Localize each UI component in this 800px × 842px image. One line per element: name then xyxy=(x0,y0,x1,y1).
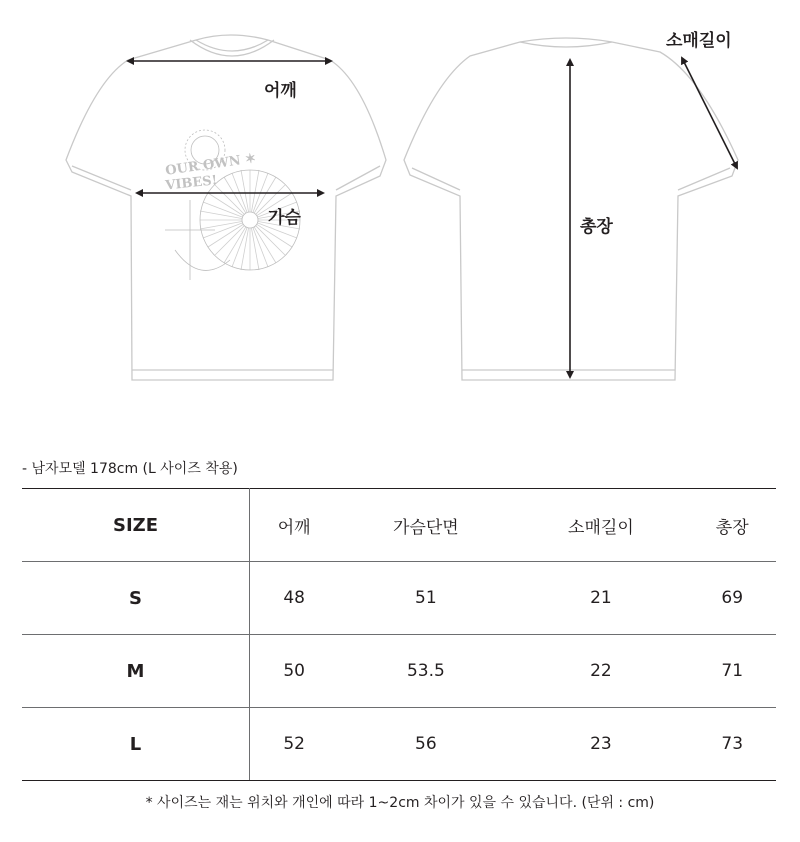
model-note: - 남자모델 178cm (L 사이즈 착용) xyxy=(22,461,238,477)
front-tshirt xyxy=(66,35,386,380)
table-row xyxy=(22,635,776,708)
chest-label: 가슴 xyxy=(268,208,301,228)
shoulder-cell: 48 xyxy=(250,562,339,635)
garment-diagram xyxy=(0,0,800,420)
print-text-line2: VIBES! xyxy=(164,173,219,194)
header-chest: 가슴단면 xyxy=(338,489,513,562)
size-cell: S xyxy=(22,562,250,635)
sleeve-cell: 22 xyxy=(513,635,688,708)
sleeve-cell: 21 xyxy=(513,562,688,635)
total-length-cell: 71 xyxy=(688,635,776,708)
total-length-cell: 73 xyxy=(688,708,776,781)
size-cell: M xyxy=(22,635,250,708)
print-text-line1: OUR OWN ✶ xyxy=(164,151,257,179)
chest-cell: 53.5 xyxy=(338,635,513,708)
header-size: SIZE xyxy=(22,489,250,562)
back-tshirt xyxy=(404,38,738,380)
table-row xyxy=(22,708,776,781)
total-length-label: 총장 xyxy=(580,217,613,237)
chest-cell: 56 xyxy=(338,708,513,781)
total-length-cell: 69 xyxy=(688,562,776,635)
shoulder-cell: 50 xyxy=(250,635,339,708)
table-row xyxy=(22,562,776,635)
tshirt-illustration xyxy=(0,0,800,420)
chest-cell: 51 xyxy=(338,562,513,635)
header-sleeve: 소매길이 xyxy=(513,489,688,562)
size-cell: L xyxy=(22,708,250,781)
size-table xyxy=(22,488,776,781)
footnote: * 사이즈는 재는 위치와 개인에 따라 1~2cm 차이가 있을 수 있습니다. (단위 : cm) xyxy=(145,795,655,811)
shoulder-label: 어깨 xyxy=(264,81,297,101)
size-table-header-row xyxy=(22,489,776,562)
shoulder-cell: 52 xyxy=(250,708,339,781)
header-shoulder: 어깨 xyxy=(250,489,339,562)
sleeve-cell: 23 xyxy=(513,708,688,781)
header-total-length: 총장 xyxy=(688,489,776,562)
sleeve-length-label: 소매길이 xyxy=(666,31,732,51)
